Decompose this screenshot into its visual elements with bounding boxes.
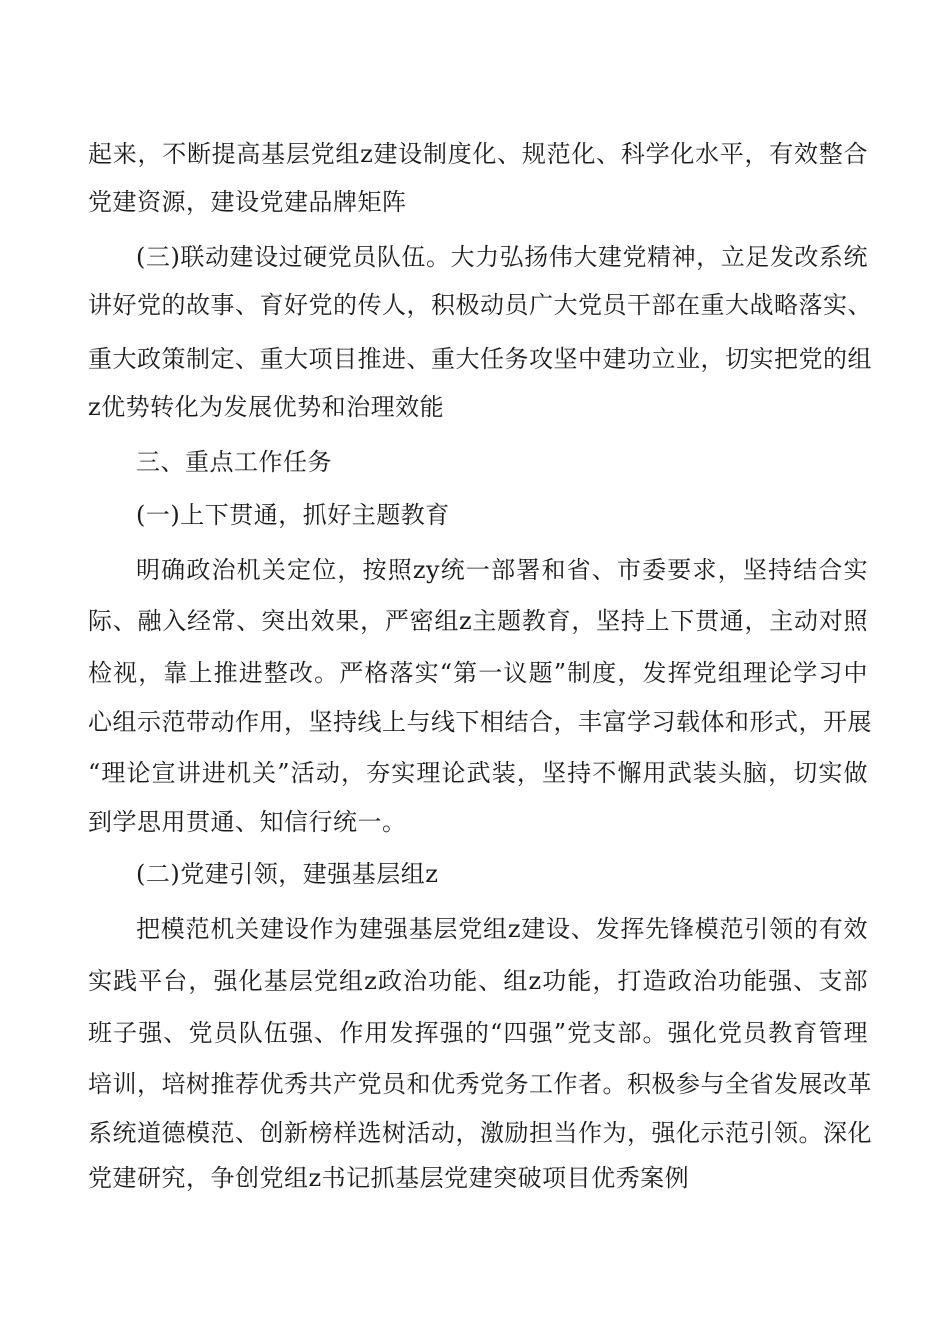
paragraph-3-line-3: 检视，靠上推进整改。严格落实“第一议题”制度，发挥党组理论学习中 <box>88 659 868 687</box>
subsection-heading-1: (一)上下贯通，抓好主题教育 <box>136 501 450 529</box>
paragraph-1-line-2: 党建资源，建设党建品牌矩阵 <box>88 188 407 216</box>
paragraph-3-line-5: “理论宣讲进机关”活动，夯实理论武装，坚持不懈用武装头脑，切实做 <box>88 759 868 787</box>
subsection-heading-2: (二)党建引领，建强基层组z <box>136 860 439 888</box>
paragraph-4-line-2: 实践平台，强化基层党组z政治功能、组z功能，打造政治功能强、支部 <box>88 967 868 995</box>
paragraph-2-line-2: 讲好党的故事、育好党的传人，积极动员广大党员干部在重大战略落实、 <box>88 291 872 319</box>
paragraph-3-line-1: 明确政治机关定位，按照zy统一部署和省、市委要求，坚持结合实 <box>136 556 868 584</box>
paragraph-1-line-1: 起来，不断提高基层党组z建设制度化、规范化、科学化水平，有效整合 <box>88 140 868 168</box>
paragraph-3-line-2: 际、融入经常、突出效果，严密组z主题教育，坚持上下贯通，主动对照 <box>88 607 868 635</box>
paragraph-2-line-3: 重大政策制定、重大项目推进、重大任务攻坚中建功立业，切实把党的组 <box>88 345 872 373</box>
paragraph-2-line-1: (三)联动建设过硬党员队伍。大力弘扬伟大建党精神，立足发改系统 <box>136 243 868 271</box>
paragraph-4-line-6: 党建研究，争创党组z书记抓基层党建突破项目优秀案例 <box>88 1164 690 1192</box>
paragraph-4-line-5: 系统道德模范、创新榜样选树活动，激励担当作为，强化示范引领。深化 <box>88 1119 872 1147</box>
paragraph-4-line-1: 把模范机关建设作为建强基层党组z建设、发挥先锋模范引领的有效 <box>136 915 868 943</box>
paragraph-4-line-4: 培训，培树推荐优秀共产党员和优秀党务工作者。积极参与全省发展改革 <box>88 1070 872 1098</box>
paragraph-2-line-4: z优势转化为发展优势和治理效能 <box>88 393 445 421</box>
paragraph-3-line-4: 心组示范带动作用，坚持线上与线下相结合，丰富学习载体和形式，开展 <box>88 708 872 736</box>
section-heading: 三、重点工作任务 <box>136 448 332 476</box>
paragraph-3-line-6: 到学思用贯通、知信行统一。 <box>88 808 407 836</box>
paragraph-4-line-3: 班子强、党员队伍强、作用发挥强的“四强”党支部。强化党员教育管理 <box>88 1019 868 1047</box>
